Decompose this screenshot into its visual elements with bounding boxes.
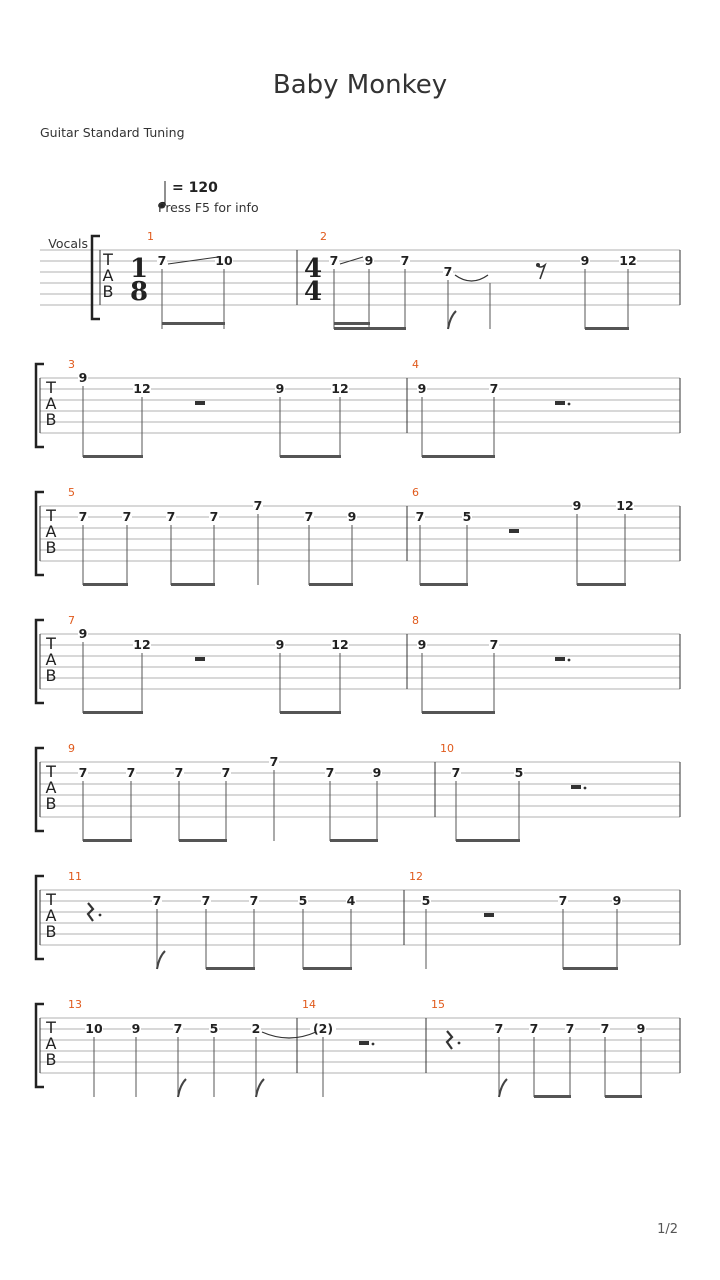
slide-line	[168, 257, 218, 264]
beam	[456, 839, 520, 842]
instrument-name: Vocals	[48, 236, 88, 251]
half-rest-icon	[555, 401, 565, 405]
measure-number: 5	[68, 486, 75, 499]
beam	[280, 711, 341, 714]
tab-clef-letter: T	[46, 634, 56, 653]
tab-clef-letter: B	[102, 282, 114, 301]
fret-number: 7	[329, 253, 339, 268]
rest-dot	[458, 1042, 461, 1045]
fret-number: (2)	[312, 1021, 334, 1036]
beam	[206, 967, 255, 970]
fret-number: 9	[275, 637, 285, 652]
score-title: Baby Monkey	[272, 70, 448, 100]
fret-number: 7	[565, 1021, 575, 1036]
fret-number: 7	[201, 893, 211, 908]
time-signature-denominator: 8	[129, 277, 149, 307]
rest-dot	[372, 1043, 375, 1046]
fret-number: 5	[462, 509, 472, 524]
fret-number: 7	[600, 1021, 610, 1036]
fret-number: 7	[166, 509, 176, 524]
fret-number: 7	[122, 509, 132, 524]
tab-clef-letter: A	[102, 266, 114, 285]
fret-number: 7	[443, 264, 453, 279]
rest-dot	[568, 659, 571, 662]
tab-clef-letter: A	[45, 1034, 57, 1053]
rest-dot	[99, 914, 102, 917]
measure-number: 13	[68, 998, 82, 1011]
fret-number: 9	[636, 1021, 646, 1036]
fret-number: 7	[529, 1021, 539, 1036]
measure-number: 15	[431, 998, 445, 1011]
tab-clef-letter: T	[46, 890, 56, 909]
beam	[280, 455, 341, 458]
time-signature-numerator: 4	[303, 254, 323, 284]
fret-number: 9	[572, 498, 582, 513]
fret-number: 12	[133, 637, 151, 652]
half-rest-icon	[195, 401, 205, 405]
beam	[334, 322, 370, 325]
beam	[162, 322, 225, 325]
beam	[83, 583, 128, 586]
beam	[83, 839, 132, 842]
fret-number: 9	[275, 381, 285, 396]
tab-clef-letter: B	[45, 410, 57, 429]
fret-number: 7	[249, 893, 259, 908]
measure-number: 14	[302, 998, 316, 1011]
tab-clef-letter: A	[45, 522, 57, 541]
fret-number: 7	[325, 765, 335, 780]
fret-number: 7	[400, 253, 410, 268]
time-signature-denominator: 4	[303, 277, 323, 307]
half-rest-icon	[555, 657, 565, 661]
fret-number: 9	[364, 253, 374, 268]
beam	[420, 583, 468, 586]
fret-number: 7	[209, 509, 219, 524]
tab-system	[36, 620, 680, 714]
fret-number: 7	[173, 1021, 183, 1036]
tab-system	[36, 876, 680, 970]
beam	[309, 583, 353, 586]
beam	[171, 583, 215, 586]
measure-number: 7	[68, 614, 75, 627]
fret-number: 7	[78, 509, 88, 524]
page-number: 1/2	[657, 1222, 678, 1237]
measure-number: 8	[412, 614, 419, 627]
fret-number: 7	[221, 765, 231, 780]
tab-system	[36, 492, 680, 586]
tab-clef-letter: T	[103, 250, 113, 269]
fret-number: 7	[451, 765, 461, 780]
tab-clef-letter: B	[45, 922, 57, 941]
note-flag-icon	[448, 311, 456, 329]
tab-system	[36, 748, 680, 842]
fret-number: 5	[421, 893, 431, 908]
tempo-value: = 120	[172, 180, 218, 196]
note-flag-icon	[157, 951, 165, 969]
fret-number: 5	[209, 1021, 219, 1036]
fret-number: 5	[298, 893, 308, 908]
measure-number: 4	[412, 358, 419, 371]
beam	[422, 455, 495, 458]
note-flag-icon	[499, 1079, 507, 1097]
beam	[179, 839, 227, 842]
fret-number: 12	[331, 637, 349, 652]
measure-number: 3	[68, 358, 75, 371]
fret-number: 9	[417, 381, 427, 396]
tempo-hint: Press F5 for info	[158, 200, 259, 215]
fret-number: 7	[415, 509, 425, 524]
measure-number: 9	[68, 742, 75, 755]
note-flag-icon	[178, 1079, 186, 1097]
beam	[83, 711, 143, 714]
tab-clef-letter: B	[45, 1050, 57, 1069]
measure-number: 10	[440, 742, 454, 755]
tab-clef-letter: T	[46, 762, 56, 781]
fret-number: 7	[304, 509, 314, 524]
measure-number: 11	[68, 870, 82, 883]
fret-number: 12	[616, 498, 634, 513]
rest-head	[536, 263, 540, 267]
tab-clef-letter: A	[45, 394, 57, 413]
fret-number: 9	[78, 370, 88, 385]
fret-number: 7	[78, 765, 88, 780]
fret-number: 9	[347, 509, 357, 524]
system-bracket-icon	[92, 236, 100, 319]
tab-clef-letter: T	[46, 506, 56, 525]
fret-number: 7	[152, 893, 162, 908]
tab-clef-letter: A	[45, 650, 57, 669]
tab-system	[36, 1004, 680, 1098]
fret-number: 10	[85, 1021, 103, 1036]
fret-number: 9	[372, 765, 382, 780]
fret-number: 7	[269, 754, 279, 769]
half-rest-icon	[509, 529, 519, 533]
fret-number: 9	[417, 637, 427, 652]
fret-number: 12	[619, 253, 637, 268]
tab-clef-letter: B	[45, 538, 57, 557]
tie-arc	[455, 275, 488, 281]
tab-clef-letter: B	[45, 666, 57, 685]
fret-number: 12	[331, 381, 349, 396]
fret-number: 4	[346, 893, 356, 908]
tab-clef-letter: A	[45, 778, 57, 797]
note-flag-icon	[256, 1079, 264, 1097]
time-signature-numerator: 1	[129, 254, 149, 284]
fret-number: 7	[558, 893, 568, 908]
slide-line	[340, 257, 363, 264]
fret-number: 7	[157, 253, 167, 268]
measure-number: 2	[320, 230, 327, 243]
half-rest-icon	[484, 913, 494, 917]
fret-number: 7	[253, 498, 263, 513]
tab-clef-letter: T	[46, 1018, 56, 1037]
beam	[605, 1095, 642, 1098]
fret-number: 9	[131, 1021, 141, 1036]
tab-system	[36, 364, 680, 458]
beam	[422, 711, 495, 714]
fret-number: 7	[489, 637, 499, 652]
tie-arc	[262, 1032, 316, 1038]
fret-number: 12	[133, 381, 151, 396]
fret-number: 5	[514, 765, 524, 780]
beam	[83, 455, 143, 458]
fret-number: 7	[126, 765, 136, 780]
half-rest-icon	[571, 785, 581, 789]
fret-number: 10	[215, 253, 233, 268]
fret-number: 9	[78, 626, 88, 641]
fret-number: 2	[251, 1021, 261, 1036]
half-rest-icon	[359, 1041, 369, 1045]
tab-clef-letter: T	[46, 378, 56, 397]
tab-clef-letter: A	[45, 906, 57, 925]
measure-number: 1	[147, 230, 154, 243]
beam	[534, 1095, 571, 1098]
fret-number: 7	[489, 381, 499, 396]
measure-number: 12	[409, 870, 423, 883]
fret-number: 7	[174, 765, 184, 780]
fret-number: 9	[580, 253, 590, 268]
fret-number: 7	[494, 1021, 504, 1036]
beam	[577, 583, 626, 586]
fret-number: 9	[612, 893, 622, 908]
beam	[303, 967, 352, 970]
tab-clef-letter: B	[45, 794, 57, 813]
rest-dot	[568, 403, 571, 406]
beam	[563, 967, 618, 970]
beam	[330, 839, 378, 842]
measure-number: 6	[412, 486, 419, 499]
half-rest-icon	[195, 657, 205, 661]
beam	[334, 327, 406, 330]
tuning-label: Guitar Standard Tuning	[40, 125, 185, 140]
beam	[585, 327, 629, 330]
rest-dot	[584, 787, 587, 790]
